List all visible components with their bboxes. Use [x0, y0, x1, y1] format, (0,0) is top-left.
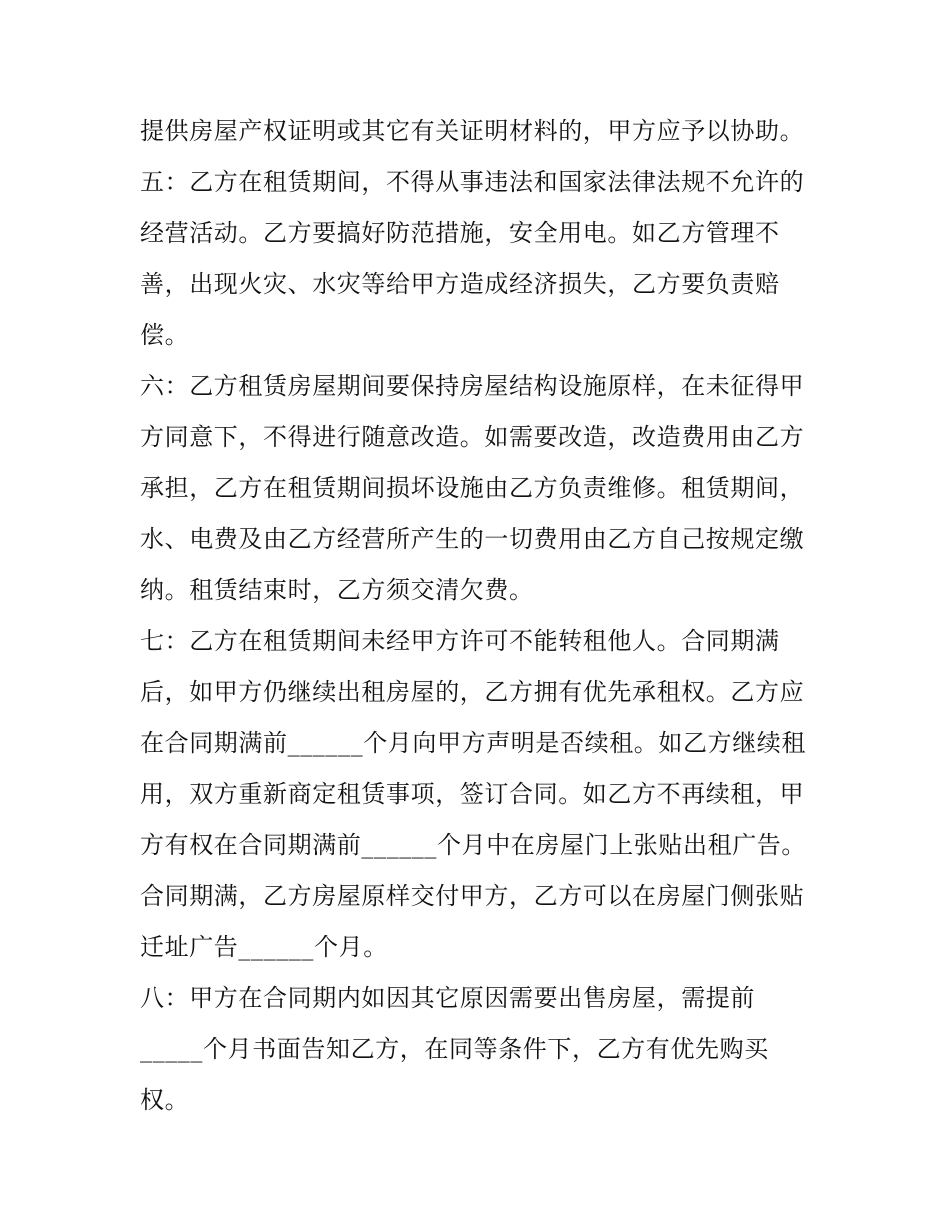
text-line-12: 后，如甲方仍继续出租房屋的，乙方拥有优先承租权。乙方应 [140, 678, 805, 706]
text-line-18: 八：甲方在合同期内如因其它原因需要出售房屋，需提前 [140, 984, 755, 1012]
text-line-8: 承担，乙方在租赁期间损坏设施由乙方负责维修。租赁期间， [140, 474, 805, 502]
text-line-3: 经营活动。乙方要搞好防范措施，安全用电。如乙方管理不 [140, 219, 780, 247]
text-line-1: 提供房屋产权证明或其它有关证明材料的，甲方应予以协助。 [140, 117, 805, 145]
text-line-17: 迁址广告______个月。 [140, 933, 388, 961]
text-line-6: 六：乙方租赁房屋期间要保持房屋结构设施原样，在未征得甲 [140, 372, 805, 400]
text-line-4: 善，出现火灾、水灾等给甲方造成经济损失，乙方要负责赔 [140, 270, 780, 298]
text-line-15: 方有权在合同期满前______个月中在房屋门上张贴出租广告。 [140, 831, 806, 859]
contract-text-body [140, 106, 830, 1126]
text-line-19: _____个月书面告知乙方，在同等条件下，乙方有优先购买 [140, 1035, 769, 1063]
text-line-7: 方同意下，不得进行随意改造。如需要改造，改造费用由乙方 [140, 423, 805, 451]
text-line-16: 合同期满，乙方房屋原样交付甲方，乙方可以在房屋门侧张贴 [140, 882, 805, 910]
text-line-13: 在合同期满前______个月向甲方声明是否续租。如乙方继续租 [140, 729, 806, 757]
text-line-10: 纳。租赁结束时，乙方须交清欠费。 [140, 576, 534, 604]
text-line-5: 偿。 [140, 321, 190, 349]
text-line-9: 水、电费及由乙方经营所产生的一切费用由乙方自己按规定缴 [140, 525, 805, 553]
text-line-20: 权。 [140, 1086, 190, 1114]
text-line-14: 用，双方重新商定租赁事项，签订合同。如乙方不再续租，甲 [140, 780, 805, 808]
text-line-11: 七：乙方在租赁期间未经甲方许可不能转租他人。合同期满 [140, 627, 780, 655]
text-line-2: 五：乙方在租赁期间，不得从事违法和国家法律法规不允许的 [140, 168, 805, 196]
